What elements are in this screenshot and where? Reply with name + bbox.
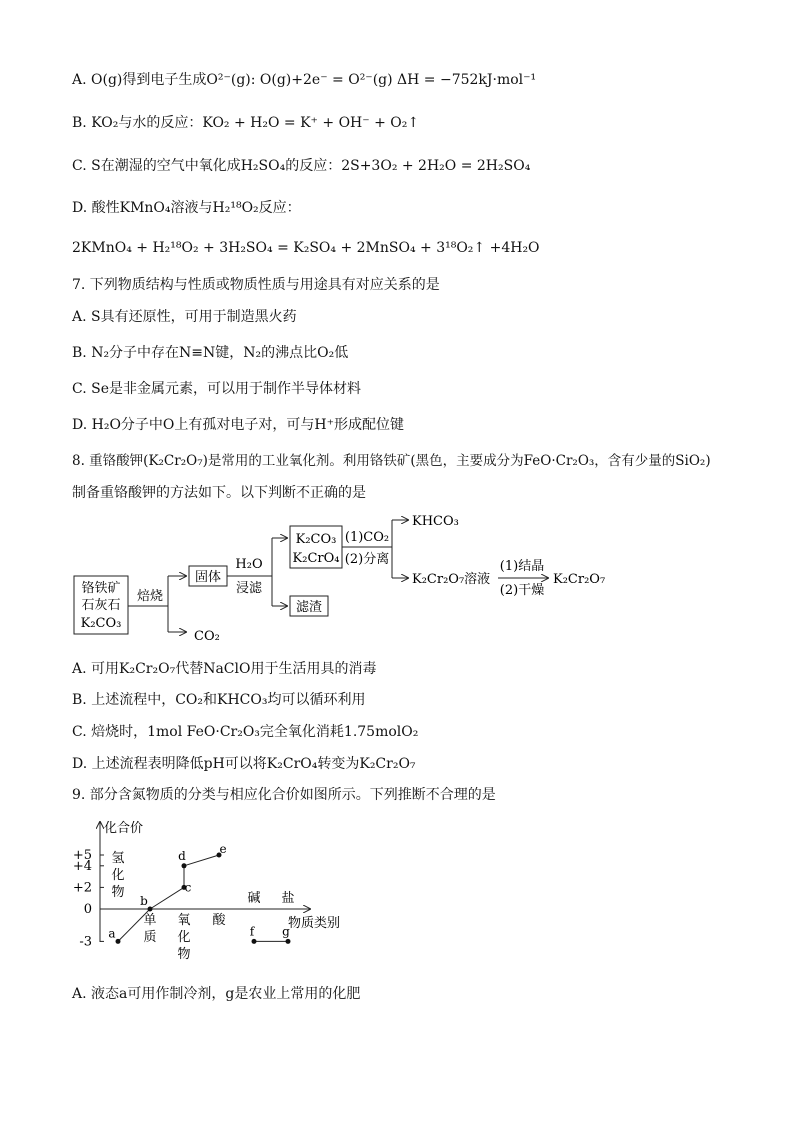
point-label-g: g: [282, 924, 290, 939]
water-label: H₂O: [235, 557, 263, 572]
point-label-c: c: [184, 880, 192, 895]
y-axis-label: 化合价: [104, 821, 144, 836]
data-point-f: [252, 939, 257, 944]
data-point-b: [148, 907, 153, 912]
point-label-a: a: [108, 926, 116, 941]
mixture-k2co3: K₂CO₃: [295, 532, 337, 547]
residue-label: 滤渣: [295, 600, 323, 615]
crystallize-label: (1)结晶: [499, 559, 545, 574]
q8-option-d: D. 上述流程表明降低pH可以将K₂CrO₄转变为K₂Cr₂O₇: [72, 756, 416, 772]
q8-option-a: A. 可用K₂Cr₂O₇代替NaClO用于生活用具的消毒: [72, 661, 377, 677]
y-tick-label: +5: [72, 848, 92, 863]
point-label-e: e: [219, 842, 227, 856]
q8-stem-line1: 8. 重铬酸钾(K₂Cr₂O₇)是常用的工业氧化剂。利用铬铁矿(黑色，主要成分为FeO·Cr₂O₃，含有少量的SiO₂): [72, 453, 711, 469]
raw-material-k2co3: K₂CO₃: [80, 616, 122, 631]
y-tick-label: +2: [72, 880, 92, 896]
leach-label: 浸滤: [235, 581, 263, 596]
roast-label: 焙烧: [136, 589, 164, 604]
category-label: 盐: [281, 891, 295, 906]
category-label: 碱: [247, 891, 261, 906]
co2-byproduct: CO₂: [194, 629, 220, 644]
q6-option-a: A. O(g)得到电子生成O²⁻(g): O(g)+2e⁻ = O²⁻(g) ΔH = −752kJ·mol⁻¹: [72, 72, 537, 88]
khco3-product: KHCO₃: [412, 514, 459, 529]
q7-option-b: B. N₂分子中存在N≡N键，N₂的沸点比O₂低: [72, 345, 349, 361]
q7-option-a: A. S具有还原性，可用于制造黑火药: [72, 309, 297, 325]
category-label: 氧化物: [177, 913, 191, 962]
category-label: 氢化物: [111, 851, 125, 900]
q7-option-c: C. Se是非金属元素，可以用于制作半导体材料: [72, 381, 361, 397]
dichromate-solution: K₂Cr₂O₇溶液: [412, 572, 491, 587]
x-axis-label: 物质类别: [288, 916, 341, 931]
point-label-b: b: [140, 894, 148, 908]
point-label-f: f: [249, 924, 255, 939]
q9-option-a: A. 液态a可用作制冷剂，g是农业上常用的化肥: [72, 986, 361, 1002]
data-point-a: [116, 939, 121, 944]
q6-option-d-equation: 2KMnO₄ + H₂¹⁸O₂ + 3H₂SO₄ = K₂SO₄ + 2MnSO₄ + 3¹⁸O₂↑ +4H₂O: [72, 240, 540, 256]
final-product: K₂Cr₂O₇: [553, 572, 606, 587]
valence-chart: [0, 812, 794, 972]
y-tick-label: +4: [72, 858, 92, 874]
q8-option-b: B. 上述流程中，CO₂和KHCO₃均可以循环利用: [72, 692, 366, 708]
chart-connector-line: [184, 855, 219, 866]
q6-option-b: B. KO₂与水的反应：KO₂ + H₂O = K⁺ + OH⁻ + O₂↑: [72, 115, 420, 131]
solid-label: 固体: [194, 570, 222, 585]
step-separate-label: (2)分离: [344, 552, 390, 567]
raw-material-limestone: 石灰石: [81, 598, 121, 613]
q8-option-c: C. 焙烧时，1mol FeO·Cr₂O₃完全氧化消耗1.75molO₂: [72, 724, 419, 740]
q7-option-d: D. H₂O分子中O上有孤对电子对，可与H⁺形成配位键: [72, 417, 404, 433]
chart-connector-line: [150, 887, 184, 909]
q7-stem: 7. 下列物质结构与性质或物质性质与用途具有对应关系的是: [72, 277, 440, 293]
q6-option-c: C. S在潮湿的空气中氧化成H₂SO₄的反应：2S+3O₂ + 2H₂O = 2H₂SO₄: [72, 158, 531, 174]
q6-option-d: D. 酸性KMnO₄溶液与H₂¹⁸O₂反应：: [72, 200, 301, 216]
data-point-g: [286, 939, 291, 944]
point-label-d: d: [178, 848, 186, 863]
data-point-d: [182, 863, 187, 868]
y-tick-label: -3: [79, 934, 92, 950]
mixture-k2cro4: K₂CrO₄: [292, 551, 340, 566]
raw-material-chromite: 铬铁矿: [81, 581, 121, 596]
q8-stem-line2: 制备重铬酸钾的方法如下。以下判断不正确的是: [72, 485, 366, 501]
flow-diagram: [0, 508, 794, 648]
dry-label: (2)干燥: [499, 583, 545, 598]
category-label: 单质: [143, 913, 157, 945]
category-label: 酸: [212, 913, 226, 928]
y-tick-label: 0: [83, 902, 92, 917]
step-co2-label: (1)CO₂: [344, 530, 390, 545]
q9-stem: 9. 部分含氮物质的分类与相应化合价如图所示。下列推断不合理的是: [72, 787, 496, 803]
